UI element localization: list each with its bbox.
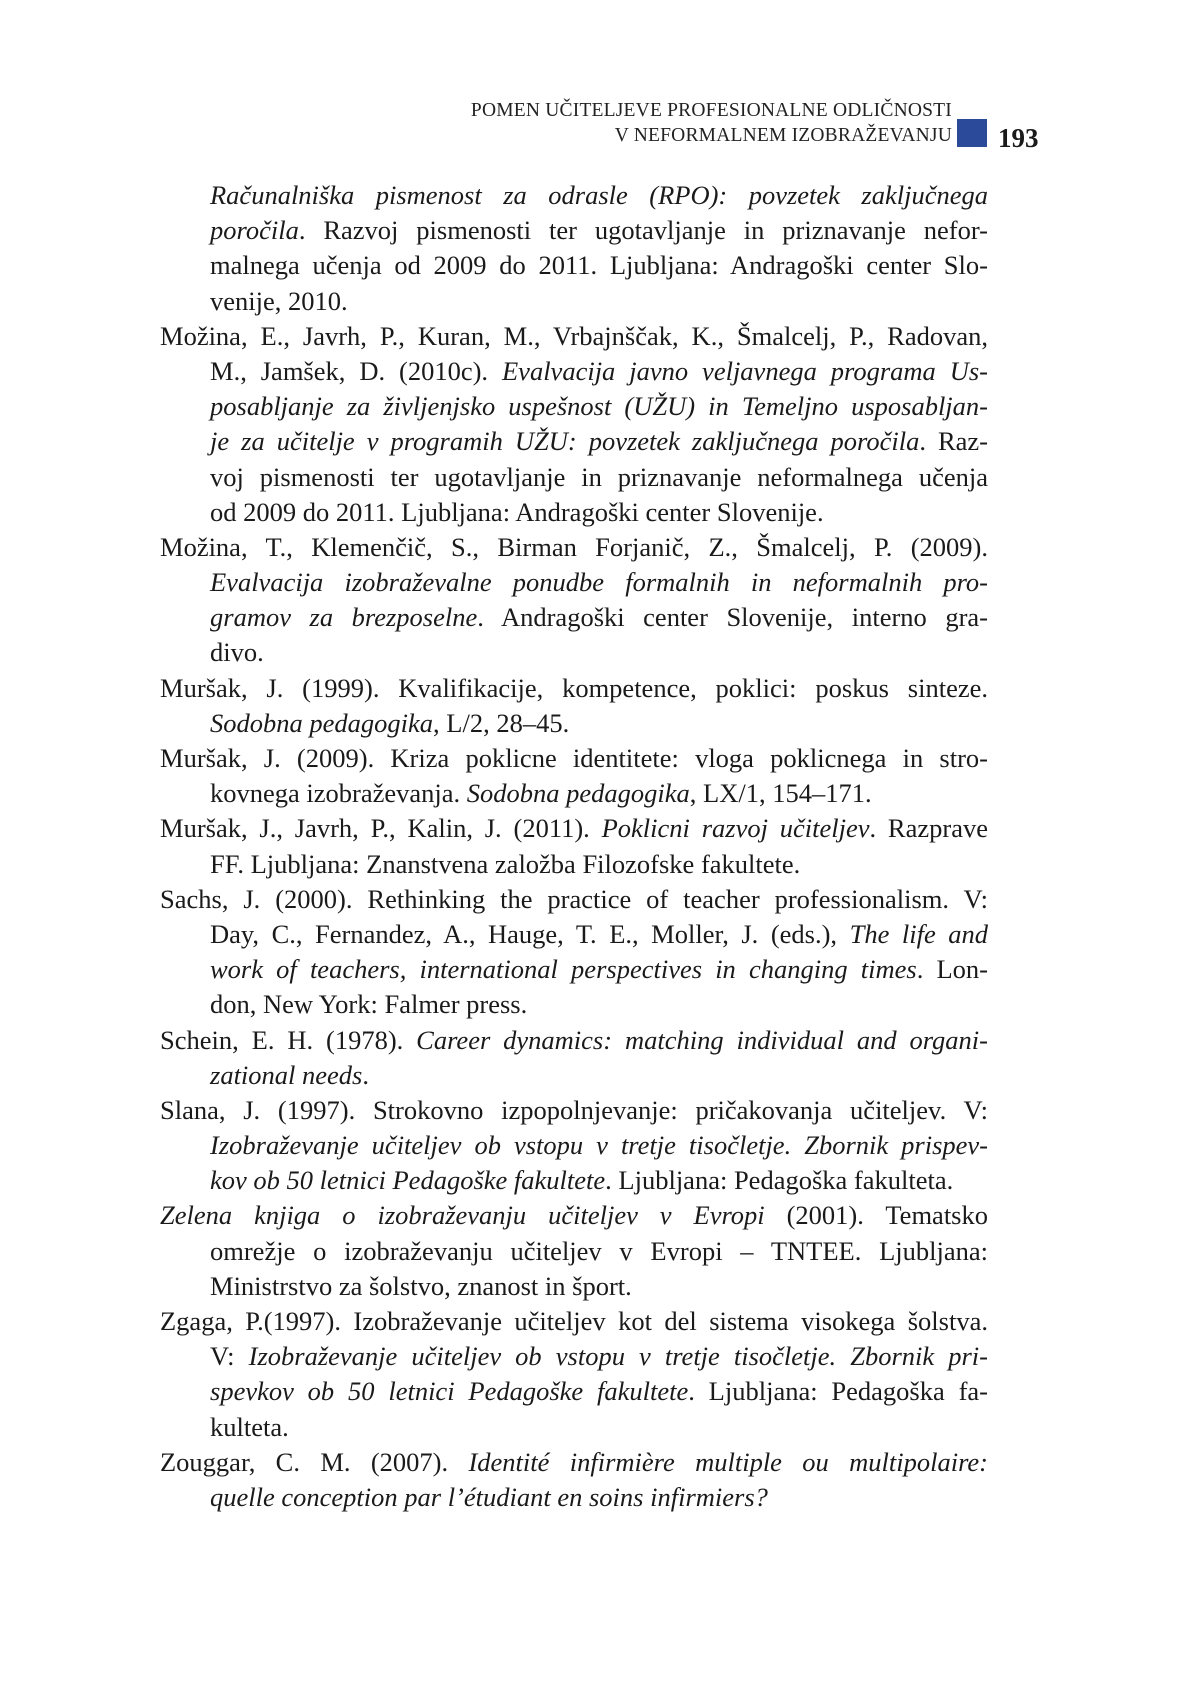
reference-line [160,495,988,530]
reference-text: Zouggar, C. M. (2007). [160,1446,469,1477]
reference-title-text: gramov za brezposelne [210,602,478,633]
reference-title-text: The life and [849,918,988,949]
page-number: 193 [998,123,1039,153]
reference-title-text: Sodobna pedagogika [466,778,690,809]
reference-text: Slana, J. (1997). Strokovno izpopolnjevanje: pričakovanja učiteljev. V: [160,1094,988,1125]
reference-text: Schein, E. H. (1978). [160,1024,417,1055]
reference-text: . Andragoški center Slovenije, interno gra- [477,602,989,633]
reference-text: (2001). Tematsko [764,1200,988,1231]
reference-entry [160,882,988,1023]
reference-title-text: quelle conception par l’étudiant en soins infirmiers? [210,1481,768,1512]
reference-text: od 2009 do 2011. Ljubljana: Andragoški center Slovenije. [210,496,824,527]
running-head-line-2: V NEFORMALNEM IZOBRAŽEVANJU [614,125,952,146]
section-marker-square [957,119,987,147]
reference-title-text: kov ob 50 letnici Pedagoške fakultete [210,1165,606,1196]
reference-entry [160,811,988,881]
reference-text: venije, 2010. [210,285,348,316]
reference-line [160,354,988,389]
reference-line [160,882,988,917]
reference-line [160,706,988,741]
reference-line [160,1374,988,1409]
reference-entry [160,671,988,741]
reference-text: . Raz- [919,426,988,457]
reference-line [160,248,988,283]
reference-text: . Lon- [916,954,989,985]
reference-line [160,530,988,565]
reference-title-text: Evalvacija javno veljavnega programa Us- [502,355,989,386]
reference-text: Muršak, J. (2009). Kriza poklicne identitete: vloga poklicnega in stro- [160,743,988,773]
reference-text: Day, C., Fernandez, A., Hauge, T. E., Moller, J. (eds.), [210,918,850,949]
reference-line [160,460,988,495]
reference-text: kulteta. [210,1411,289,1442]
reference-text: . Ljubljana: Pedagoška fakulteta. [605,1165,954,1196]
reference-title-text: Career dynamics: matching individual and organi- [416,1024,988,1055]
reference-line [160,811,988,846]
reference-text: . [362,1059,369,1090]
running-head [471,98,952,148]
reference-line [160,1163,988,1198]
reference-title-text: Poklicni razvoj učiteljev [601,813,870,844]
reference-line [160,389,988,424]
reference-line [160,847,988,882]
reference-line [160,284,988,319]
reference-text: . Razvoj pismenosti ter ugotavljanje in priznavanje nefor- [298,215,988,246]
reference-line [160,1058,988,1093]
reference-line [160,1128,988,1163]
reference-line [160,1339,988,1374]
reference-entry [160,1445,988,1515]
reference-line [160,671,988,706]
reference-title-text: spevkov ob 50 letnici Pedagoške fakultete [210,1376,689,1407]
reference-line [160,952,988,987]
reference-entry [160,741,988,811]
reference-text: , L/2, 28–45. [433,707,570,738]
reference-title-text: work of teachers, international perspectives in changing times [210,954,917,985]
reference-entry [160,1093,988,1199]
reference-text: don, New York: Falmer press. [210,989,528,1020]
reference-line [160,987,988,1022]
reference-entry [160,530,988,671]
reference-title-text: Zelena knjiga o izobraževanju učiteljev v Evropi [160,1200,765,1231]
reference-text: M., Jamšek, D. (2010c). [210,355,502,386]
reference-title-text: posabljanje za življenjsko uspešnost (UŽU) in Temeljno usposabljan- [210,391,988,422]
reference-line [160,178,988,213]
reference-entry [160,319,988,530]
reference-line [160,635,988,670]
reference-text: , LX/1, 154–171. [689,778,872,809]
reference-line [160,776,988,811]
reference-text: Muršak, J. (1999). Kvalifikacije, kompetence, poklici: poskus sinteze. [160,672,988,703]
reference-title-text: je za učitelje v programih UŽU: povzetek zaključnega poročila [210,426,920,457]
reference-entry-continued [160,178,988,319]
reference-text: voj pismenosti ter ugotavljanje in priznavanje neformalnega učenja [210,461,988,492]
reference-title-text: zational needs [210,1059,363,1090]
reference-entry [160,1304,988,1445]
reference-line [160,213,988,248]
reference-text: Muršak, J., Javrh, P., Kalin, J. (2011). [160,813,602,844]
reference-line [160,565,988,600]
reference-text: FF. Ljubljana: Znanstvena založba Filozofske fakultete. [210,848,801,879]
reference-line [160,1269,988,1304]
reference-list [160,178,988,1515]
reference-title-text: poročila [210,215,299,246]
reference-title-text: Izobraževanje učiteljev ob vstopu v tretje tisočletje. Zbornik prispev- [210,1130,988,1161]
reference-line [160,1198,988,1233]
reference-text: Možina, T., Klemenčič, S., Birman Forjanič, Z., Šmalcelj, P. (2009). [160,531,988,562]
reference-entry [160,1023,988,1093]
reference-line [160,1304,988,1339]
reference-text: Zgaga, P.(1997). Izobraževanje učiteljev kot del sistema visokega šolstva. [160,1306,988,1336]
reference-line [160,741,988,776]
reference-line [160,600,988,635]
reference-text: . Razprave [869,813,988,844]
reference-text: V: [210,1341,249,1372]
reference-text: . Ljubljana: Pedagoška fa- [688,1376,988,1407]
reference-text: kovnega izobraževanja. [210,778,467,809]
reference-title-text: Izobraževanje učiteljev ob vstopu v tretje tisočletje. Zbornik pri- [248,1341,988,1372]
reference-title-text: Sodobna pedagogika [210,707,434,738]
reference-line [160,319,988,354]
reference-line [160,1480,988,1515]
reference-title-text: Evalvacija izobraževalne ponudbe formalnih in neformalnih pro- [210,567,988,598]
reference-title-text: Identité infirmière multiple ou multipolaire: [468,1446,988,1477]
reference-title-text: Računalniška pismenost za odrasle (RPO): povzetek zaključnega [210,180,988,210]
reference-line [160,1445,988,1480]
reference-text: malnega učenja od 2009 do 2011. Ljubljana: Andragoški center Slo- [210,250,988,281]
reference-line [160,1023,988,1058]
reference-entry [160,1198,988,1304]
reference-line [160,424,988,459]
reference-text: Sachs, J. (2000). Rethinking the practice of teacher professionalism. V: [160,883,988,914]
reference-line [160,1234,988,1269]
running-head-line-1: POMEN UČITELJEVE PROFESIONALNE ODLIČNOSTI [470,100,952,121]
reference-line [160,1093,988,1128]
reference-text: omrežje o izobraževanju učiteljev v Evropi – TNTEE. Ljubljana: [210,1235,988,1266]
reference-line [160,1410,988,1445]
reference-text: Ministrstvo za šolstvo, znanost in šport. [210,1270,632,1301]
reference-text: Možina, E., Javrh, P., Kuran, M., Vrbajnščak, K., Šmalcelj, P., Radovan, [160,320,988,351]
reference-line [160,917,988,952]
reference-text: divo. [210,637,264,668]
